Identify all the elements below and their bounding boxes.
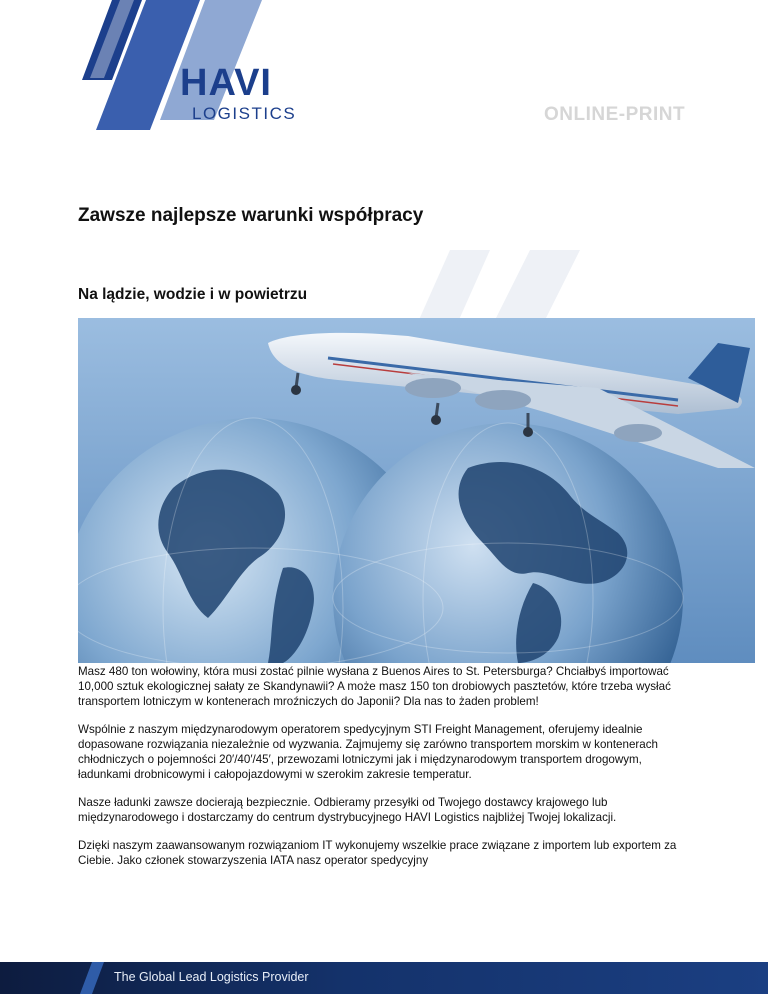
- page-title: Zawsze najlepsze warunki współpracy: [78, 205, 424, 226]
- logo-wordmark: HAVI: [180, 62, 272, 104]
- paragraph-2: Wspólnie z naszym międzynarodowym operatorem spedycyjnym STI Freight Management, oferujemy idealnie dopasowane rozwiązania niezależnie od wyzwania. Zajmujemy się zarówno transportem morskim w kontenerach chłodniczych o pojemności 20′/40′/45′, przewozami lotniczymi jak i międzynarodowym transportem drogowym, ładunkami drobnicowymi i całopojazdowymi w szerokim zakresie temperatur.: [78, 723, 658, 781]
- logo-subtext: LOGISTICS: [192, 104, 297, 123]
- paragraph-4: Dzięki naszym zaawansowanym rozwiązaniom IT wykonujemy wszelkie prace związane z importem lub exportem za Ciebie. Jako członek stowarzyszenia IATA nasz operator spedycyjny: [78, 839, 677, 867]
- body-text: [78, 664, 678, 881]
- online-print-label: ONLINE-PRINT: [544, 104, 686, 125]
- footer-stripe-graphic: [74, 962, 104, 994]
- footer-tagline: The Global Lead Logistics Provider: [114, 970, 309, 984]
- airplane-over-globes-image: [78, 318, 755, 663]
- paragraph-1: Masz 480 ton wołowiny, która musi zostać pilnie wysłana z Buenos Aires to St. Petersburga? Chciałbyś importować 10,000 sztuk ekologicznej sałaty ze Skandynawii? A może masz 150 ton drobiowych pasztetów, które trzeba wysłać transportem lotniczym w kontenerach mroźniczych do Japonii? Dla nas to żaden problem!: [78, 665, 671, 708]
- paragraph-3: Nasze ładunki zawsze docierają bezpiecznie. Odbieramy przesyłki od Twojego dostawcy krajowego lub międzynarodowego i dostarczamy do centrum dystrybucyjnego HAVI Logistics najbliżej Twojej lokalizacji.: [78, 796, 617, 824]
- page-subtitle: Na lądzie, wodzie i w powietrzu: [78, 286, 308, 303]
- header-stripes-graphic: [0, 0, 768, 160]
- footer-bar: [0, 962, 768, 994]
